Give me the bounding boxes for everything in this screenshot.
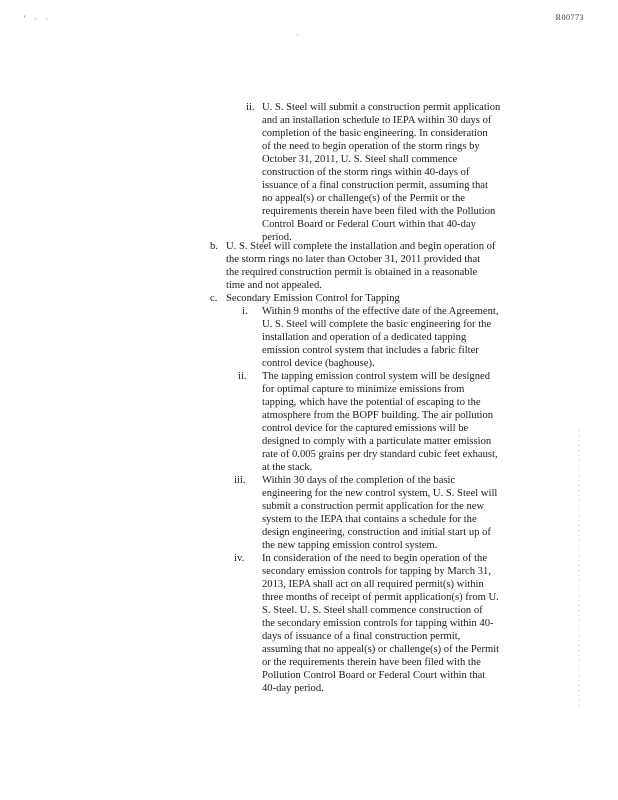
paragraph-line: assuming that no appeal(s) or challenge(s) of the Permit xyxy=(262,644,500,655)
paragraph-line: system to the IEPA that contains a schedule for the xyxy=(262,514,477,525)
section-heading: Secondary Emission Control for Tapping xyxy=(226,293,400,304)
paragraph-line: atmosphere from the BOPF building. The air pollution xyxy=(262,410,494,421)
paragraph-line: design engineering, construction and initial start up of xyxy=(262,527,491,538)
paragraph-line: rate of 0.005 grains per dry standard cubic feet exhaust, xyxy=(262,449,498,460)
item-marker: iii. xyxy=(234,475,246,486)
item-marker: i. xyxy=(242,306,248,317)
paragraph-line: U. S. Steel will complete the installation and begin operation of xyxy=(226,241,496,252)
paragraph-line: the new tapping emission control system. xyxy=(262,540,438,551)
paragraph-line: or the requirements therein have been filed with the xyxy=(262,657,481,668)
scan-edge-artifact xyxy=(578,430,580,710)
paragraph-line: construction of the storm rings within 40-days of xyxy=(262,167,470,178)
paragraph-line: installation and operation of a dedicated tapping xyxy=(262,332,467,343)
paragraph-line: at the stack. xyxy=(262,462,313,473)
paragraph-line: three months of receipt of permit application(s) from U. xyxy=(262,592,499,603)
item-marker: c. xyxy=(210,293,218,304)
paragraph-line: The tapping emission control system will be designed xyxy=(262,371,491,382)
paragraph-line: 40-day period. xyxy=(262,683,324,694)
paragraph-line: In consideration of the need to begin operation of the xyxy=(262,553,488,564)
paragraph-line: designed to comply with a particulate matter emission xyxy=(262,436,492,447)
item-marker: ii. xyxy=(238,371,247,382)
paragraph-line: completion of the basic engineering. In consideration xyxy=(262,128,488,139)
scan-artifact: · xyxy=(296,30,299,40)
paragraph-line: of the need to begin operation of the storm rings by xyxy=(262,141,480,152)
paragraph-line: Within 30 days of the completion of the basic xyxy=(262,475,456,486)
paragraph-line: the storm rings no later than October 31, 2011 provided that xyxy=(226,254,481,265)
paragraph-line: issuance of a final construction permit, assuming that xyxy=(262,180,488,191)
paragraph-line: the required construction permit is obtained in a reasonable xyxy=(226,267,478,278)
paragraph-line: U. S. Steel will complete the basic engineering for the xyxy=(262,319,492,330)
paragraph-line: control device (baghouse). xyxy=(262,358,375,369)
item-marker: iv. xyxy=(234,553,245,564)
paragraph-line: and an installation schedule to IEPA within 30 days of xyxy=(262,115,492,126)
paragraph-line: S. Steel. U. S. Steel shall commence construction of xyxy=(262,605,483,616)
paragraph-line: U. S. Steel will submit a construction permit application xyxy=(262,102,501,113)
paragraph-line: the secondary emission controls for tapping within 40- xyxy=(262,618,494,629)
document-stamp: R00773 xyxy=(555,13,584,22)
paragraph-line: October 31, 2011, U. S. Steel shall commence xyxy=(262,154,458,165)
paragraph-line: days of issuance of a final construction permit, xyxy=(262,631,461,642)
paragraph-line: Within 9 months of the effective date of the Agreement, xyxy=(262,306,499,317)
paragraph-line: engineering for the new control system, U. S. Steel will xyxy=(262,488,498,499)
paragraph-line: for optimal capture to minimize emissions from xyxy=(262,384,465,395)
paragraph-line: Pollution Control Board or Federal Court within that xyxy=(262,670,486,681)
item-marker: b. xyxy=(210,241,218,252)
paragraph-line: submit a construction permit application for the new xyxy=(262,501,485,512)
paragraph-line: no appeal(s) or challenge(s) of the Permit or the xyxy=(262,193,465,204)
paragraph-line: emission control system that includes a fabric filter xyxy=(262,345,479,356)
paragraph-line: period. xyxy=(262,232,292,243)
paragraph-line: time and not appealed. xyxy=(226,280,322,291)
paragraph-line: secondary emission controls for tapping by March 31, xyxy=(262,566,491,577)
paragraph-line: requirements therein have been filed with the Pollution xyxy=(262,206,496,217)
paragraph-line: Control Board or Federal Court within that 40-day xyxy=(262,219,476,230)
paragraph-line: 2013, IEPA shall act on all required permit(s) within xyxy=(262,579,484,590)
paragraph-line: tapping, which have the potential of escaping to the xyxy=(262,397,481,408)
paragraph-line: control device for the captured emissions will be xyxy=(262,423,469,434)
scan-artifact: ' · · xyxy=(24,14,52,24)
item-marker: ii. xyxy=(246,102,255,113)
